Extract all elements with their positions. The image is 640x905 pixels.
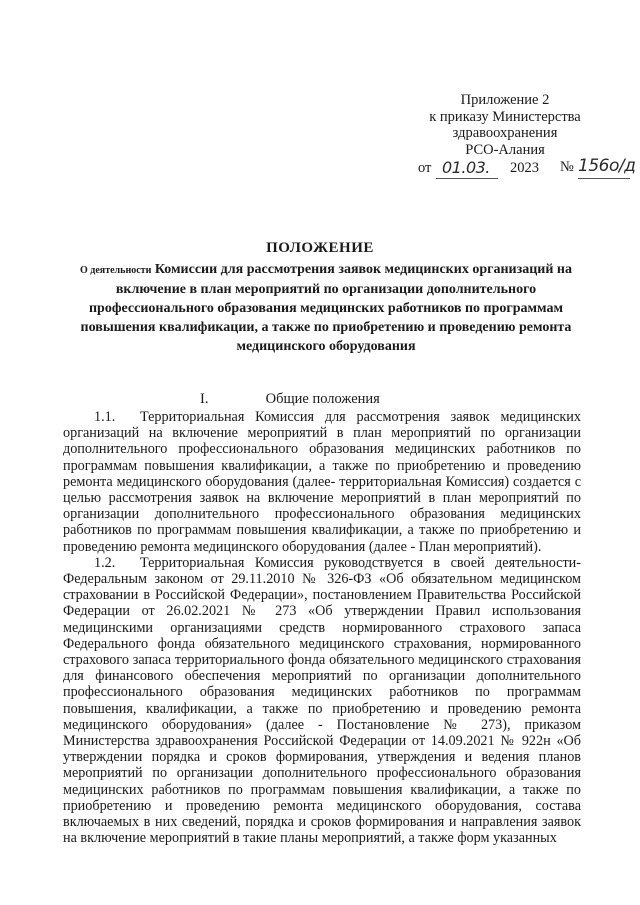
document-subtitle (56, 260, 596, 356)
section-title: Общие положения (265, 391, 380, 407)
paragraph-text: Территориальная Комиссия для рассмотрения заявок медицинских организаций на включение мероприятий в план мероприятий по организации дополнительного профессионального образования медицинских работников по программам повышения квалификации, а также по приобретению и проведению ремонта медицинского оборудования (далее- территориальная Комиссия) создается с целью рассмотрения заявок на включение мероприятий в план мероприятий по организации дополнительного профессионального образования медицинских работников по программам повышения квалификации, а также по приобретению и проведению ремонта медицинского оборудования (далее - План мероприятий). (63, 409, 581, 555)
number-sign: № (560, 159, 574, 175)
appendix-line-4: РСО-Алания (465, 141, 545, 158)
paragraph-number: 1.2. (94, 554, 116, 571)
order-year: 2023 (510, 160, 539, 176)
document-body (63, 409, 581, 846)
paragraph-text: Территориальная Комиссия руководствуется в своей деятельности-Федеральным законом от 29.11.2010 № 326-ФЗ «Об обязательном медицинском страховании в Российской Федерации», постановлением Правительства Российской Федерации от 26.02.2021 № 273 «Об утверждении Правил использования медицинскими организациями средств нормированного страхового запаса Федерального фонда обязательного медицинского страхования, нормированного страхового запаса территориального фонда обязательного медицинского страхования для финансового обеспечения мероприятий по организации дополнительного профессионального образования медицинских работников по программам повышения, квалификации, а также по приобретению и проведению ремонта медицинского оборудования» (далее - Постановление № 273), приказом Министерства здравоохранения Российской Федерации от 14.09.2021 № 922н «Об утверждении порядка и сроков формирования, утверждения и ведения планов мероприятий по организации дополнительного профессионального образования медицинских работников по программам повышения квалификации, а также по приобретению и проведению ремонта медицинского оборудования, состава включаемых в них сведений, порядка и сроков формирования и направления заявок на включение мероприятий в такие планы мероприятий, а также форм указанных (63, 554, 581, 847)
appendix-header (380, 92, 630, 158)
date-prefix: от (418, 160, 432, 176)
handwritten-order-number: 156о/д (578, 156, 636, 176)
appendix-line-2: к приказу Министерства (429, 108, 581, 125)
subtitle-prefix: О деятельности (80, 265, 152, 276)
date-underline (436, 178, 498, 179)
section-number: I. (200, 391, 209, 407)
number-underline (578, 178, 630, 179)
order-date-line (418, 156, 636, 184)
paragraph (63, 409, 581, 555)
paragraph (63, 555, 581, 847)
section-heading (200, 391, 380, 408)
paragraph-number: 1.1. (94, 409, 116, 425)
document-title: ПОЛОЖЕНИЕ (266, 240, 374, 256)
appendix-line-3: здравоохранения (452, 125, 558, 141)
handwritten-date: 01.03. (442, 158, 490, 177)
subtitle-text: Комиссии для рассмотрения заявок медицинских организаций на включение в план мероприятий по организации дополнительного профессионального образования медицинских работников по программам повышения квалификации, а также по приобретению и проведению ремонта медицинского оборудования (80, 262, 572, 354)
appendix-line-1: Приложение 2 (460, 92, 550, 108)
